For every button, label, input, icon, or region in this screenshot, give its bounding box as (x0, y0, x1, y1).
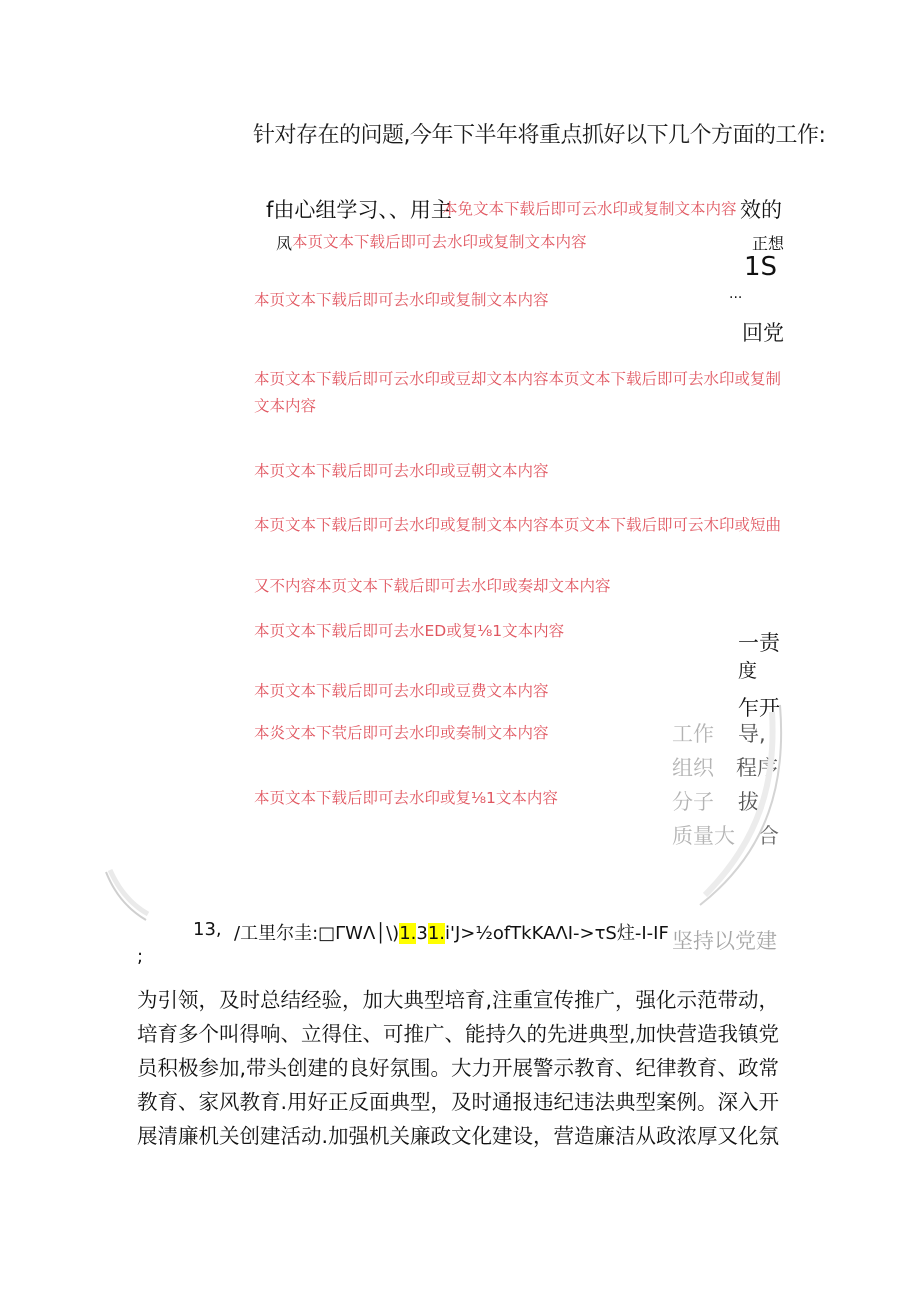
side-ba: 拔, (738, 790, 766, 814)
side-zuokai: 乍开 (738, 696, 780, 720)
side-huidang: 回党 (742, 321, 784, 345)
paragraph-line: 为引领，及时总结经验，加大典型培育,注重宣传推广，强化示范带动， (137, 988, 780, 1012)
line2-watermark: 本页文本下载后即可去水印或复制文本内容 (292, 233, 587, 251)
item13-faded-tail: 坚持以党建 (672, 929, 777, 953)
faded-fragment: 质量大 (672, 824, 735, 848)
paragraph-line: 教育、家风教育.用好正反面典型，及时通报违纪违法典型案例。深入开 (137, 1090, 780, 1114)
faded-fragment: 分子 (672, 790, 714, 814)
watermark-line: 本页文本下载后即可云水印或豆却文本内容本页文本下载后即可去水印或复制 (254, 370, 782, 388)
item13-number: 13, (193, 919, 222, 940)
side-he: 合 (758, 824, 779, 848)
page-curl-right-icon (660, 700, 790, 910)
paragraph-line: 员积极参加,带头创建的良好氛围。大力开展警示教育、纪律教育、政常 (137, 1056, 780, 1080)
page-curl-left-icon (100, 866, 160, 926)
side-1s: 1S (744, 252, 778, 282)
watermark-line: 又不内容本页文本下载后即可去水印或奏却文本内容 (254, 577, 611, 595)
watermark-line: 本页文本下载后即可去水印或复制文本内容本页文本下载后即可云木印或短曲 (254, 516, 782, 534)
watermark-line: 本炎文本下茕后即可去水印或奏制文本内容 (254, 724, 549, 742)
item13-garbled-a: /工里尔圭:□ΓWΛ│\) (234, 923, 400, 944)
item13-semicolon: ; (137, 946, 144, 967)
side-yize: 一责 (738, 631, 780, 655)
side-hao: 导, (738, 722, 766, 746)
paragraph-line: 培育多个叫得响、立得住、可推广、能持久的先进典型,加快营造我镇党 (137, 1022, 780, 1046)
side-chengxu: 程序 (736, 756, 778, 780)
item1-lead: f由心组学习、、用主 (266, 198, 452, 222)
item1-tail: 效的 (740, 198, 782, 222)
item13-garbled-b: i'J>½ofTkKAΛI->τS炷-I-IF (445, 923, 669, 944)
side-du: 度 (738, 660, 758, 682)
highlight-mark: 1. (399, 923, 417, 944)
watermark-line: 本页文本下载后即可去水印或豆朝文本内容 (254, 462, 549, 480)
intro-line: 针对存在的问题,今年下半年将重点抓好以下几个方面的工作: (253, 123, 826, 148)
faded-fragment: 组织 (672, 756, 714, 780)
line3-watermark: 本页文本下载后即可去水印或复制文本内容 (254, 291, 549, 309)
watermark-line: 本页文本下载后即可去水印或复⅛1文本内容 (254, 789, 558, 807)
item1-watermark: 本免文本下载后即可云水印或复制文本内容 (442, 200, 737, 218)
watermark-line: 本页文本下载后即可去水ED或复⅛1文本内容 (254, 622, 565, 640)
line2-lead: 凤 (276, 234, 293, 253)
highlight-mark: 1. (427, 923, 446, 944)
faded-fragment: 工作 (672, 722, 714, 746)
line2-tail: 正想 (752, 234, 785, 253)
paragraph-line: 展清廉机关创建活动.加强机关廉政文化建设，营造廉洁从政浓厚又化氛 (137, 1124, 780, 1148)
line3-tail: ... (729, 286, 743, 302)
body-paragraph (137, 983, 782, 1153)
watermark-line: 本页文本下载后即可去水印或豆费文本内容 (254, 682, 549, 700)
item13-mid: 3 (416, 923, 428, 944)
item13-line (234, 919, 669, 945)
watermark-line: 文本内容 (254, 397, 317, 415)
